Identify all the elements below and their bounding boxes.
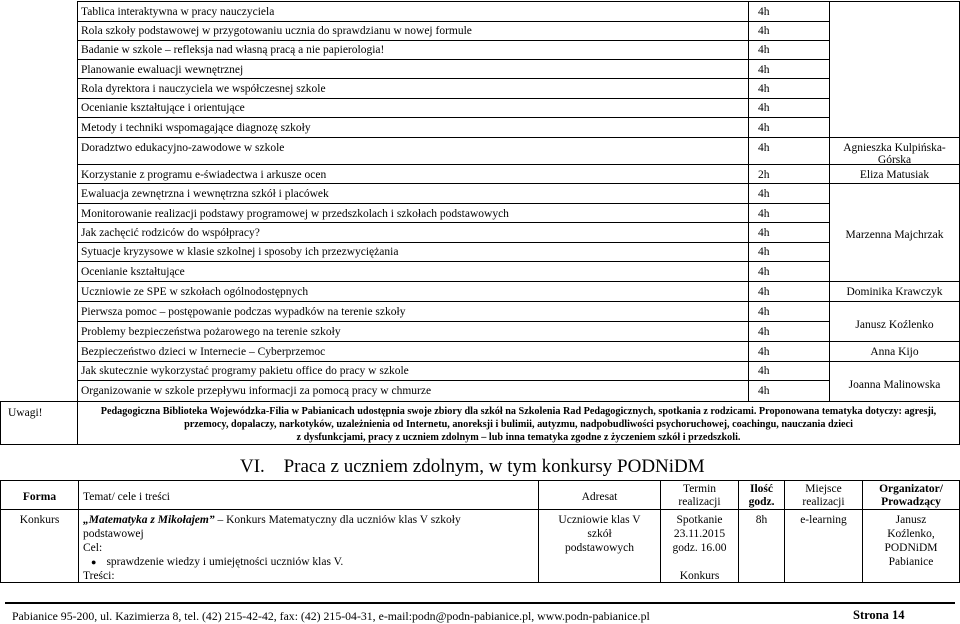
table-rule: [77, 59, 829, 60]
contest-title: „Matematyka z Mikołajem”: [83, 514, 215, 526]
table-rule: [77, 361, 960, 362]
table-rule: [77, 203, 829, 204]
training-hours: 4h: [758, 346, 770, 358]
header-adresat: Adresat: [581, 491, 618, 503]
table-rule: [78, 480, 79, 582]
table-rule: [77, 117, 829, 118]
page-number: Strona 14: [853, 608, 905, 622]
presenter-name: Anna Kijo: [870, 346, 919, 358]
table-rule: [0, 444, 960, 445]
training-topic: Sytuacje kryzysowe w klasie szkolnej i sposoby ich przezwyciężania: [81, 246, 399, 258]
contest-form: Konkurs: [19, 514, 60, 526]
training-hours: 4h: [758, 365, 770, 377]
training-hours: 4h: [758, 326, 770, 338]
goal-item: ● sprawdzenie wiedzy i umiejętności uczniów klas V.: [83, 555, 461, 569]
training-topic: Problemy bezpieczeństwa pożarowego na terenie szkoły: [81, 326, 341, 338]
table-rule: [77, 321, 829, 322]
contest-organizer: Janusz Koźlenko, PODNiDM Pabianice: [884, 514, 938, 568]
training-topic: Organizowanie w szkole przepływu informacji za pomocą pracy w chmurze: [81, 385, 432, 397]
table-rule: [77, 40, 829, 41]
section-number: VI.: [240, 456, 265, 477]
table-rule: [77, 341, 960, 342]
table-rule: [77, 380, 829, 381]
training-hours: 4h: [758, 266, 770, 278]
header-temat: Temat/ cele i treści: [83, 491, 170, 503]
training-topic: Jak zachęcić rodziców do współpracy?: [81, 227, 260, 239]
presenter-name: Eliza Matusiak: [859, 169, 930, 181]
training-topic: Badanie w szkole – refleksja nad własną pracą a nie papierologia!: [81, 44, 385, 56]
training-hours: 4h: [758, 385, 770, 397]
training-topic: Uczniowie ze SPE w szkołach ogólnodostępnych: [81, 286, 309, 298]
table-rule: [77, 21, 829, 22]
table-rule: [829, 1, 830, 401]
table-rule: [77, 78, 829, 79]
training-hours: 4h: [758, 286, 770, 298]
training-topic: Metody i techniki wspomagające diagnozę szkoły: [81, 122, 311, 134]
training-topic: Ocenianie kształtujące i orientujące: [81, 102, 245, 114]
training-topic: Korzystanie z programu e-świadectwa i arkusze ocen: [81, 169, 327, 181]
training-hours: 4h: [758, 6, 770, 18]
contest-hours: 8h: [755, 514, 768, 526]
training-topic: Planowanie ewaluacji wewnętrznej: [81, 64, 244, 76]
training-hours: 4h: [758, 142, 770, 154]
section-heading: [240, 456, 705, 478]
footer-address: Pabianice 95-200, ul. Kazimierza 8, tel. (42) 215-42-42, fax: (42) 215-04-31, e-mail:podn@podn-pabianice.pl, www.podn-pabianice.pl: [12, 609, 650, 623]
table-rule: [77, 261, 829, 262]
training-topic: Rola szkoły podstawowej w przygotowaniu ucznia do sprawdzianu w nowej formule: [81, 25, 472, 37]
training-hours: 4h: [758, 102, 770, 114]
contest-description: „Matematyka z Mikołajem” – Konkurs Matematyczny dla uczniów klas V szkoły podstawowej Cel: ● sprawdzenie wiedzy i umiejętności uczniów klas V. Treści:: [83, 513, 461, 583]
training-topic: Ocenianie kształtujące: [81, 266, 185, 278]
training-hours: 4h: [758, 188, 770, 200]
presenter-name: Agnieszka Kulpińska-: [843, 142, 946, 154]
presenter-name: Dominika Krawczyk: [846, 286, 943, 298]
table-rule: [77, 164, 960, 165]
table-rule: [0, 509, 960, 510]
table-rule: [77, 242, 829, 243]
training-hours: 4h: [758, 208, 770, 220]
note-label: Uwagi!: [8, 407, 43, 419]
training-topic: Rola dyrektora i nauczyciela we współczesnej szkole: [81, 83, 326, 95]
training-topic: Monitorowanie realizacji podstawy programowej w przedszkolach i szkołach podstawowych: [81, 208, 509, 220]
section-title: Praca z uczniem zdolnym, w tym konkursy PODNiDM: [283, 456, 705, 477]
training-hours: 4h: [758, 83, 770, 95]
contest-dates: Spotkanie 23.11.2015 godz. 16.00 Konkurs: [672, 514, 727, 582]
footer-rule: [5, 602, 955, 604]
training-hours: 4h: [758, 64, 770, 76]
table-rule: [0, 401, 960, 402]
presenter-name: Joanna Malinowska: [848, 379, 941, 391]
contest-place: e-learning: [800, 514, 847, 526]
table-rule: [77, 137, 960, 138]
training-topic: Ewaluacja zewnętrzna i wewnętrzna szkół i placówek: [81, 188, 329, 200]
table-rule: [77, 1, 960, 2]
table-rule: [77, 301, 960, 302]
presenter-name: Marzenna Majchrzak: [845, 229, 944, 241]
table-rule: [77, 1, 78, 444]
training-topic: Bezpieczeństwo dzieci w Internecie – Cyberprzemoc: [81, 346, 326, 358]
training-hours: 4h: [758, 227, 770, 239]
contest-audience: Uczniowie klas V szkół podstawowych: [558, 514, 641, 554]
training-topic: Doradztwo edukacyjno-zawodowe w szkole: [81, 142, 285, 154]
training-hours: 4h: [758, 44, 770, 56]
note-text: Pedagogiczna Biblioteka Wojewódzka-Filia w Pabianicach udostępnia swoje zbiory dla szkół na Szkolenia Rad Pedagogicznych, spotkania z rodzicami. Proponowana tematyka dotyczy: agresji, przemocy, dopalaczy, narkotyków, uzależnienia od Internetu, anoreksji i bulimii, autyzmu, nadpobudliwości psychoruchowej, coachingu, nauczania dzieci z dysfunkcjami, pracy z uczniem zdolnym – lub inna tematyka zgodne z życzeniem szkół i przedszkoli.: [100, 406, 937, 443]
table-rule: [77, 183, 960, 184]
contest-title-rest: – Konkurs Matematyczny dla uczniów klas V szkoły: [214, 514, 461, 526]
header-forma: Forma: [22, 491, 57, 503]
training-topic: Pierwsza pomoc – postępowanie podczas wypadków na terenie szkoły: [81, 306, 406, 318]
presenter-name: Janusz Koźlenko: [855, 319, 934, 331]
header-termin: Termin realizacji: [678, 483, 721, 508]
presenter-name: Górska: [877, 154, 912, 166]
header-organizator: Organizator/ Prowadzący: [879, 483, 943, 508]
table-rule: [77, 222, 829, 223]
training-hours: 4h: [758, 306, 770, 318]
training-hours: 4h: [758, 246, 770, 258]
header-ilosc: Ilość godz.: [748, 483, 775, 508]
training-topic: Tablica interaktywna w pracy nauczyciela: [81, 6, 275, 18]
table-rule: [748, 1, 749, 401]
training-hours: 2h: [758, 169, 770, 181]
training-topic: Jak skutecznie wykorzystać programy pakietu office do pracy w szkole: [81, 365, 409, 377]
table-rule: [0, 401, 1, 444]
header-miejsce: Miejsce realizacji: [802, 483, 845, 508]
training-hours: 4h: [758, 25, 770, 37]
table-rule: [77, 281, 960, 282]
table-rule: [77, 98, 829, 99]
training-hours: 4h: [758, 122, 770, 134]
table-rule: [0, 480, 960, 481]
